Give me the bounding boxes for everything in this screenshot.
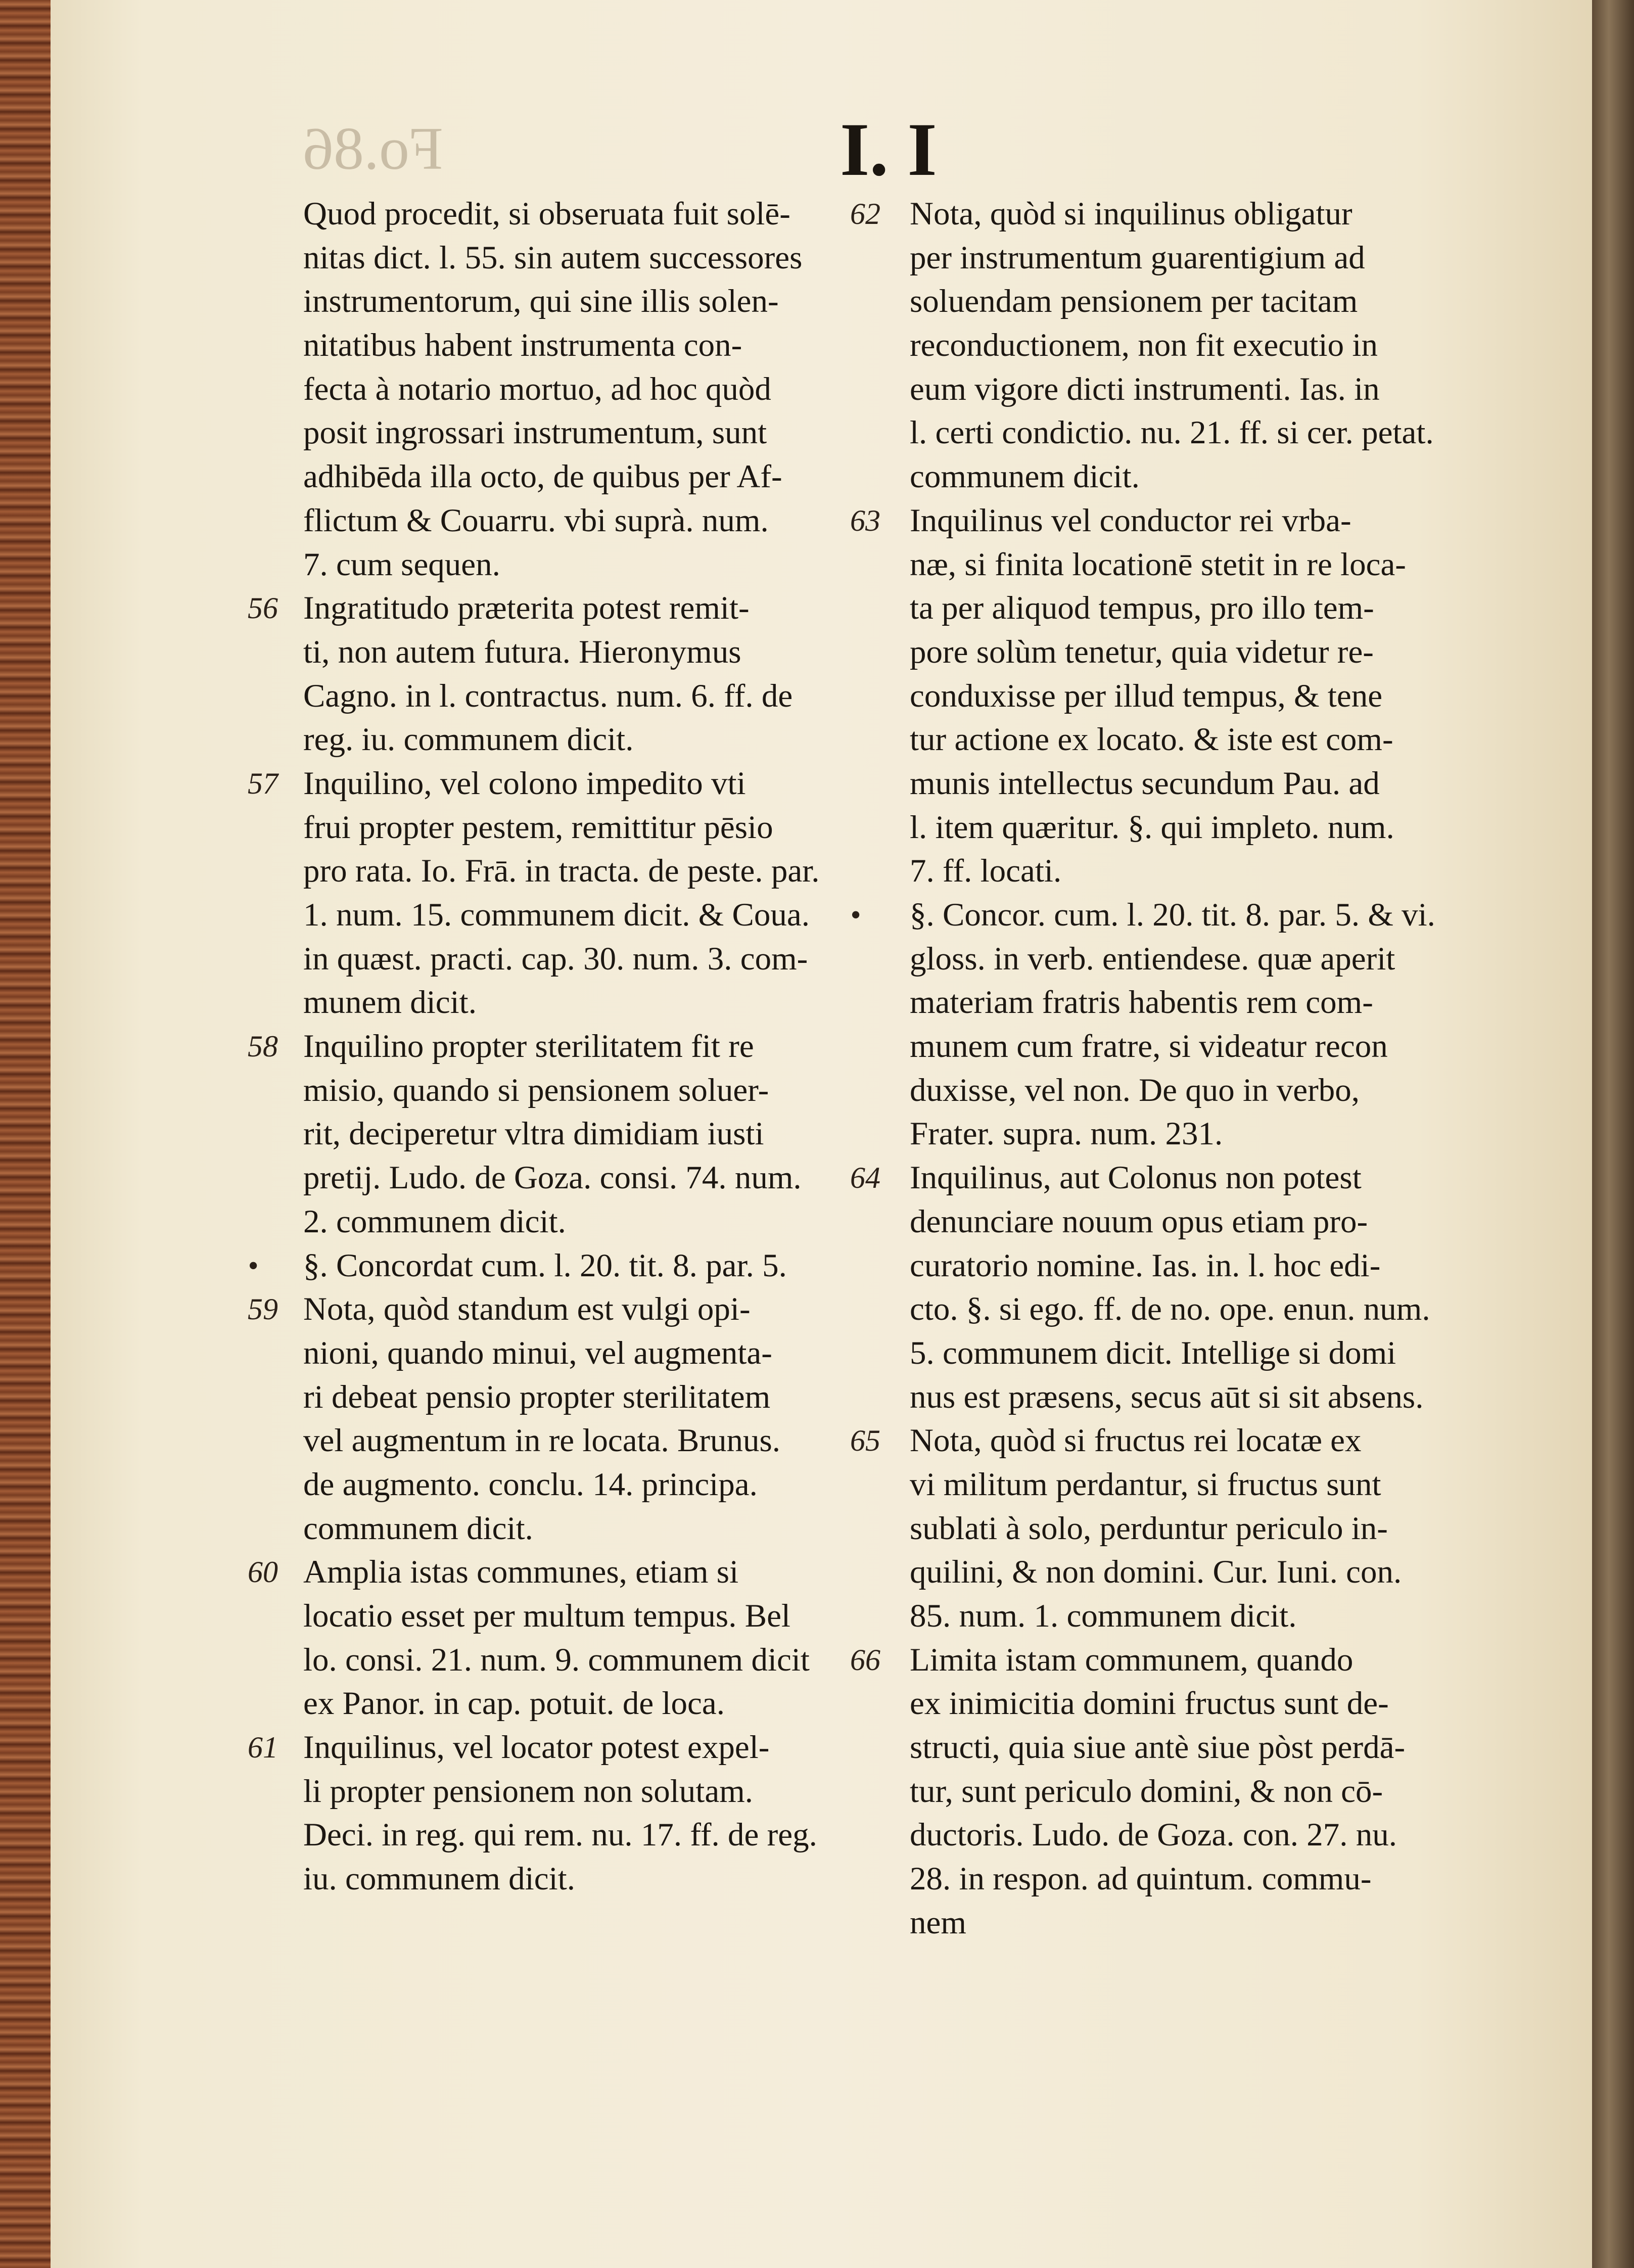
margin-number: • xyxy=(248,1248,259,1282)
page-header-letter: I. I xyxy=(840,108,937,192)
text-line xyxy=(910,1375,1461,1419)
margin-number: 65 xyxy=(850,1424,880,1458)
line-text: reconductionem, non fit executio in xyxy=(910,327,1378,364)
line-text: §. Concor. cum. l. 20. tit. 8. par. 5. & vi. xyxy=(910,897,1435,933)
line-text: Nota, quòd standum est vulgi opi- xyxy=(303,1291,751,1328)
text-line xyxy=(910,1857,1461,1901)
margin-number: 66 xyxy=(850,1643,880,1677)
line-text: 85. num. 1. communem dicit. xyxy=(910,1598,1297,1634)
line-text: Nota, quòd si fructus rei locatæ ex xyxy=(910,1422,1362,1459)
text-line xyxy=(248,1550,849,1594)
text-line xyxy=(910,411,1461,455)
margin-number: 64 xyxy=(850,1161,880,1195)
text-line xyxy=(910,1244,1461,1288)
line-text: Cagno. in l. contractus. num. 6. ff. de xyxy=(303,677,793,714)
text-line xyxy=(910,1726,1461,1770)
text-line xyxy=(303,1638,849,1682)
line-text: nitatibus habent instrumenta con- xyxy=(303,327,742,364)
line-text: vi militum perdantur, si fructus sunt xyxy=(910,1466,1381,1503)
text-line xyxy=(850,1419,1461,1463)
line-text: næ, si finita locationē stetit in re loca- xyxy=(910,546,1406,583)
line-text: rit, deciperetur vltra dimidiam iusti xyxy=(303,1116,764,1152)
line-text: fecta à notario mortuo, ad hoc quòd xyxy=(303,371,771,407)
line-text: ex Panor. in cap. potuit. de loca. xyxy=(303,1685,725,1722)
text-line xyxy=(850,192,1461,236)
line-text: materiam fratris habentis rem com- xyxy=(910,984,1373,1021)
text-line xyxy=(910,806,1461,850)
text-line xyxy=(248,586,849,630)
line-text: denunciare nouum opus etiam pro- xyxy=(910,1203,1368,1240)
book-right-edge xyxy=(1592,0,1634,2268)
line-text: tur, sunt periculo domini, & non cō- xyxy=(910,1773,1383,1810)
line-text: iu. communem dicit. xyxy=(303,1861,575,1897)
line-text: munis intellectus secundum Pau. ad xyxy=(910,765,1380,802)
text-line xyxy=(303,499,849,543)
bleed-through-folio: Fo.86 xyxy=(303,115,443,182)
line-text: quilini, & non domini. Cur. Iuni. con. xyxy=(910,1554,1402,1591)
line-text: ri debeat pensio propter sterilitatem xyxy=(303,1378,771,1415)
line-text: per instrumentum guarentigium ad xyxy=(910,239,1365,276)
margin-number: 56 xyxy=(248,591,278,625)
text-line xyxy=(303,937,849,981)
text-line xyxy=(248,1726,849,1770)
line-text: flictum & Couarru. vbi suprà. num. xyxy=(303,502,769,539)
text-line xyxy=(303,1594,849,1638)
text-line xyxy=(303,543,849,587)
text-line xyxy=(910,630,1461,674)
text-line xyxy=(910,280,1461,323)
text-line xyxy=(910,849,1461,893)
text-line xyxy=(910,1287,1461,1331)
line-text: 7. ff. locati. xyxy=(910,853,1062,890)
text-line xyxy=(303,236,849,280)
text-line xyxy=(303,280,849,323)
line-text: ti, non autem futura. Hieronymus xyxy=(303,633,741,670)
line-text: misio, quando si pensionem soluer- xyxy=(303,1072,769,1108)
line-text: locatio esset per multum tempus. Bel xyxy=(303,1598,790,1634)
text-line xyxy=(910,543,1461,587)
text-line xyxy=(303,1770,849,1814)
text-line xyxy=(303,893,849,937)
line-text: frui propter pestem, remittitur pēsio xyxy=(303,809,773,846)
line-text: structi, quia siue antè siue pòst perdā- xyxy=(910,1729,1406,1766)
line-text: conduxisse per illud tempus, & tene xyxy=(910,677,1383,714)
line-text: pro rata. Io. Frā. in tracta. de peste. par. xyxy=(303,853,820,890)
text-line xyxy=(248,762,849,806)
text-line xyxy=(910,1770,1461,1814)
text-line xyxy=(910,455,1461,499)
text-line xyxy=(303,981,849,1025)
text-line xyxy=(303,1375,849,1419)
line-text: Inquilino propter sterilitatem fit re xyxy=(303,1028,754,1065)
line-text: Inquilinus, vel locator potest expel- xyxy=(303,1729,770,1766)
line-text: l. certi condictio. nu. 21. ff. si cer. petat. xyxy=(910,414,1434,451)
margin-number: 63 xyxy=(850,503,880,537)
text-line xyxy=(910,718,1461,762)
line-text: adhibēda illa octo, de quibus per Af- xyxy=(303,458,782,495)
line-text: Frater. supra. num. 231. xyxy=(910,1116,1223,1152)
line-text: 2. communem dicit. xyxy=(303,1203,566,1240)
text-line xyxy=(910,1813,1461,1857)
text-line xyxy=(303,1069,849,1113)
line-text: munem cum fratre, si videatur recon xyxy=(910,1028,1388,1065)
line-text: communem dicit. xyxy=(303,1510,533,1547)
text-line xyxy=(910,1682,1461,1726)
line-text: nitas dict. l. 55. sin autem successores xyxy=(303,239,803,276)
line-text: cto. §. si ego. ff. de no. ope. enun. num. xyxy=(910,1291,1430,1328)
text-line xyxy=(910,1331,1461,1375)
line-text: eum vigore dicti instrumenti. Ias. in xyxy=(910,371,1380,407)
margin-number: 57 xyxy=(248,766,278,800)
text-line xyxy=(910,1901,1461,1945)
right-text-column xyxy=(850,192,1461,1945)
line-text: 5. communem dicit. Intellige si domi xyxy=(910,1334,1396,1371)
line-text: de augmento. conclu. 14. principa. xyxy=(303,1466,758,1503)
line-text: munem dicit. xyxy=(303,984,477,1021)
line-text: ex inimicitia domini fructus sunt de- xyxy=(910,1685,1389,1722)
text-line xyxy=(910,1594,1461,1638)
text-line xyxy=(910,1200,1461,1244)
line-text: pretij. Ludo. de Goza. consi. 74. num. xyxy=(303,1160,802,1196)
text-line xyxy=(303,1156,849,1200)
line-text: ductoris. Ludo. de Goza. con. 27. nu. xyxy=(910,1817,1397,1854)
text-line xyxy=(303,367,849,411)
line-text: Inquilinus, aut Colonus non potest xyxy=(910,1160,1362,1196)
line-text: Nota, quòd si inquilinus obligatur xyxy=(910,196,1352,232)
line-text: 1. num. 15. communem dicit. & Coua. xyxy=(303,897,810,933)
line-text: Limita istam communem, quando xyxy=(910,1641,1353,1678)
text-line xyxy=(910,586,1461,630)
line-text: reg. iu. communem dicit. xyxy=(303,721,634,758)
text-line xyxy=(303,674,849,718)
text-line xyxy=(303,1463,849,1507)
text-line xyxy=(303,1200,849,1244)
text-line xyxy=(303,1507,849,1551)
left-text-column xyxy=(248,192,849,1901)
text-line xyxy=(303,1857,849,1901)
line-text: posit ingrossari instrumentum, sunt xyxy=(303,414,767,451)
line-text: nem xyxy=(910,1904,966,1941)
line-text: li propter pensionem non solutam. xyxy=(303,1773,754,1810)
text-line xyxy=(303,806,849,850)
line-text: Inquilinus vel conductor rei vrba- xyxy=(910,502,1351,539)
text-line xyxy=(910,367,1461,411)
text-line xyxy=(303,411,849,455)
text-line xyxy=(303,1682,849,1726)
line-text: Ingratitudo præterita potest remit- xyxy=(303,590,750,627)
line-text: soluendam pensionem per tacitam xyxy=(910,283,1358,320)
book-spine-edge xyxy=(0,0,56,2268)
line-text: gloss. in verb. entiendese. quæ aperit xyxy=(910,940,1395,977)
text-line xyxy=(248,1287,849,1331)
line-text: §. Concordat cum. l. 20. tit. 8. par. 5. xyxy=(303,1247,787,1284)
margin-number: 58 xyxy=(248,1030,278,1063)
line-text: Deci. in reg. qui rem. nu. 17. ff. de reg. xyxy=(303,1817,817,1854)
text-line xyxy=(910,937,1461,981)
line-text: in quæst. practi. cap. 30. num. 3. com- xyxy=(303,940,808,977)
line-text: Inquilino, vel colono impedito vti xyxy=(303,765,746,802)
text-line xyxy=(303,718,849,762)
line-text: nioni, quando minui, vel augmenta- xyxy=(303,1334,772,1371)
margin-number: 59 xyxy=(248,1292,278,1326)
text-line xyxy=(303,455,849,499)
line-text: tur actione ex locato. & iste est com- xyxy=(910,721,1393,758)
text-line xyxy=(303,192,849,236)
text-line xyxy=(850,1638,1461,1682)
text-line xyxy=(248,1244,849,1288)
margin-number: 61 xyxy=(248,1731,278,1765)
line-text: duxisse, vel non. De quo in verbo, xyxy=(910,1072,1360,1108)
line-text: Quod procedit, si obseruata fuit solē- xyxy=(303,196,790,232)
text-line xyxy=(303,630,849,674)
text-line xyxy=(910,1463,1461,1507)
text-line xyxy=(910,1112,1461,1156)
text-line xyxy=(303,1419,849,1463)
line-text: vel augmentum in re locata. Brunus. xyxy=(303,1422,781,1459)
text-line xyxy=(910,236,1461,280)
line-text: ta per aliquod tempus, pro illo tem- xyxy=(910,590,1374,627)
line-text: lo. consi. 21. num. 9. communem dicit xyxy=(303,1641,810,1678)
line-text: curatorio nomine. Ias. in. l. hoc edi- xyxy=(910,1247,1381,1284)
text-line xyxy=(910,323,1461,367)
line-text: 28. in respon. ad quintum. commu- xyxy=(910,1861,1372,1897)
text-line xyxy=(910,1550,1461,1594)
line-text: nus est præsens, secus aūt si sit absens. xyxy=(910,1378,1424,1415)
line-text: pore solùm tenetur, quia videtur re- xyxy=(910,633,1374,670)
text-line xyxy=(850,1156,1461,1200)
text-line xyxy=(910,1025,1461,1069)
line-text: l. item quæritur. §. qui impleto. num. xyxy=(910,809,1394,846)
text-line xyxy=(303,1813,849,1857)
margin-number: 62 xyxy=(850,197,880,230)
margin-number: 60 xyxy=(248,1555,278,1589)
line-text: sublati à solo, perduntur periculo in- xyxy=(910,1510,1388,1547)
text-line xyxy=(910,674,1461,718)
text-line xyxy=(303,1331,849,1375)
text-line xyxy=(303,1112,849,1156)
line-text: Amplia istas communes, etiam si xyxy=(303,1554,739,1591)
text-line xyxy=(910,1069,1461,1113)
text-line xyxy=(850,893,1461,937)
line-text: 7. cum sequen. xyxy=(303,546,500,583)
line-text: instrumentorum, qui sine illis solen- xyxy=(303,283,779,320)
text-line xyxy=(303,849,849,893)
text-line xyxy=(910,762,1461,806)
text-line xyxy=(248,1025,849,1069)
margin-number: • xyxy=(850,898,861,932)
text-line xyxy=(910,1507,1461,1551)
line-text: communem dicit. xyxy=(910,458,1140,495)
text-line xyxy=(850,499,1461,543)
text-line xyxy=(910,981,1461,1025)
text-line xyxy=(303,323,849,367)
